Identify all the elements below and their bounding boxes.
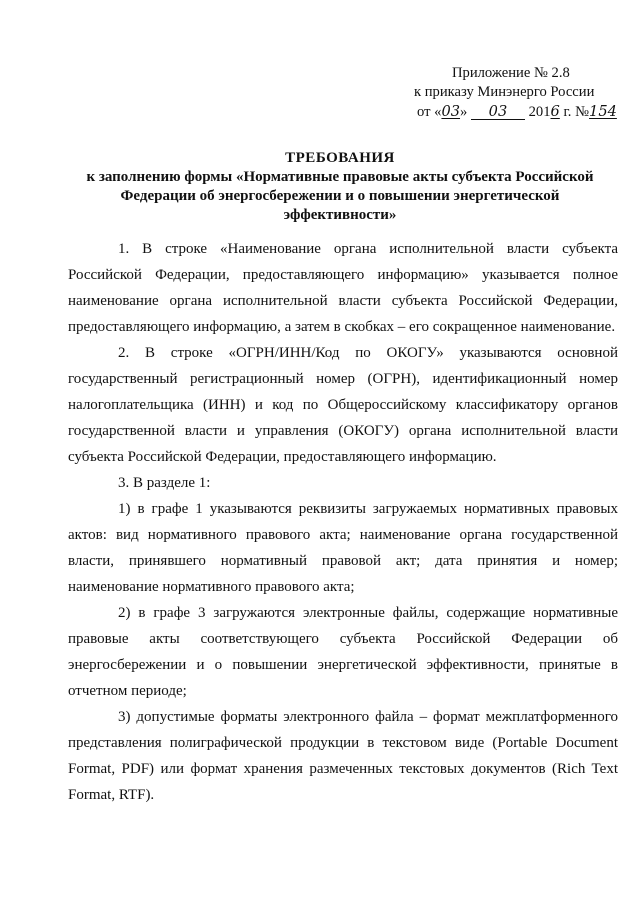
title-line-1: к заполнению формы «Нормативные правовые акты субъекта Российской bbox=[86, 169, 594, 185]
paragraph-2: 2. В строке «ОГРН/ИНН/Код по ОКОГУ» указываются основной государственный регистрационный номер (ОГРН), идентификационный номер налогоплательщика (ИНН) и код по Общероссийскому классификатору органов государственной власти и управления (ОКОГУ) органа исполнительной власти субъекта Российской Федерации, предоставляющего информацию. bbox=[68, 345, 618, 465]
title-line-3: эффективности» bbox=[283, 207, 397, 223]
document-body bbox=[68, 236, 618, 808]
date-mid: » bbox=[460, 104, 468, 120]
year-suffix: г. № bbox=[559, 104, 590, 120]
annex-title: Приложение № 2.8 bbox=[452, 65, 570, 81]
annex-date-line bbox=[380, 102, 617, 122]
paragraph-3-item-3: 3) допустимые форматы электронного файла – формат межплатформенного представления полиграфической продукции в текстовом виде (Portable Document Format, PDF) или формат хранения размеченных текстовых документов (Rich Text Format, RTF). bbox=[68, 709, 618, 803]
paragraph-3-item-1: 1) в графе 1 указываются реквизиты загружаемых нормативных правовых актов: вид нормативного правового акта; наименование органа государственной власти, принявшего нормативный правовой акт; дата принятия и номер; наименование нормативного правового акта; bbox=[68, 501, 618, 595]
year-prefix: 201 bbox=[528, 104, 551, 120]
title-line-2: Федерации об энергосбережении и о повышении энергетической bbox=[120, 188, 560, 204]
handwritten-day: 03 bbox=[441, 103, 461, 120]
handwritten-month: 03 bbox=[471, 105, 525, 120]
date-prefix: от « bbox=[417, 104, 442, 120]
paragraph-3-item-2: 2) в графе 3 загружаются электронные файлы, содержащие нормативные правовые акты соответствующего субъекта Российской Федерации об энергосбережении и о повышении энергетической эффективности, принятые в отчетном периоде; bbox=[68, 605, 618, 699]
annex-header bbox=[380, 64, 617, 122]
handwritten-year-digit: 6 bbox=[550, 103, 560, 120]
annex-order-reference: к приказу Минэнерго России bbox=[414, 84, 595, 100]
paragraph-3: 3. В разделе 1: bbox=[118, 475, 211, 491]
document-title bbox=[60, 149, 620, 225]
paragraph-1: 1. В строке «Наименование органа исполнительной власти субъекта Российской Федерации, предоставляющего информацию» указывается полное наименование органа исполнительной власти субъекта Российской Федерации, предоставляющего информацию, а затем в скобках – его сокращенное наименование. bbox=[68, 241, 618, 335]
handwritten-order-number: 154 bbox=[589, 103, 617, 120]
title-heading: ТРЕБОВАНИЯ bbox=[285, 150, 395, 166]
